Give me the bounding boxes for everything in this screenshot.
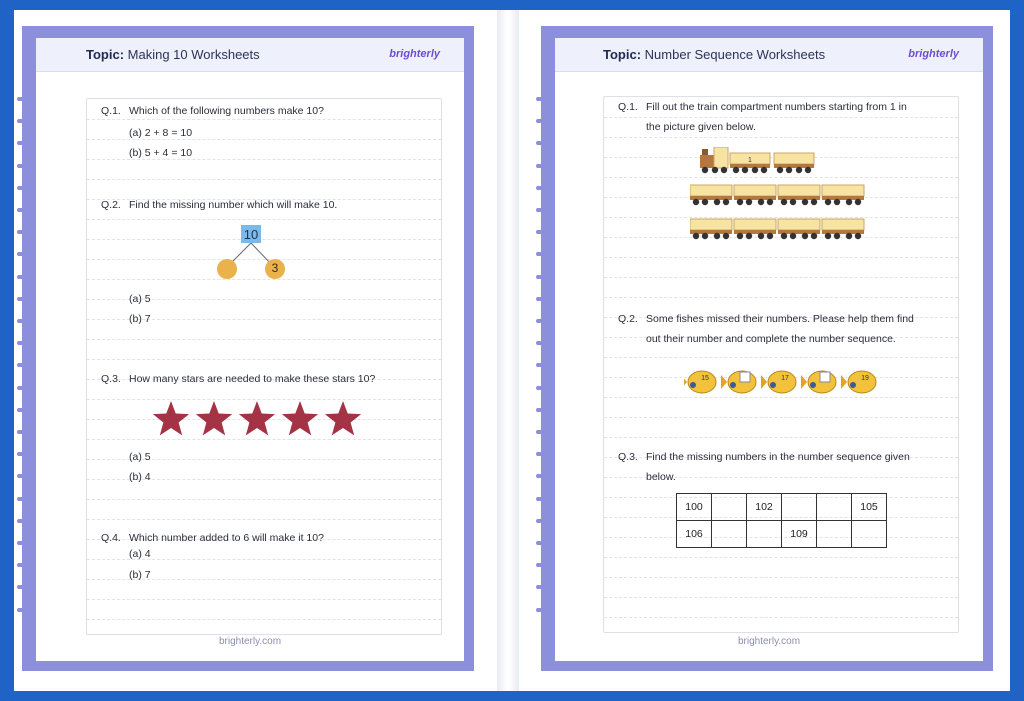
ruled-line: [604, 297, 958, 298]
worksheet-header: [555, 38, 983, 72]
wheel: [714, 233, 720, 239]
question-text: Which number added to 6 will make it 10?: [129, 532, 324, 544]
sequence-cell: 109: [782, 521, 817, 548]
question-text: How many stars are needed to make these stars 10?: [129, 373, 376, 385]
sequence-cell: 100: [677, 494, 712, 521]
worksheet-left: [22, 26, 474, 671]
train-car: [822, 219, 864, 230]
fish-eye: [690, 382, 696, 388]
wheel: [733, 167, 739, 173]
wheel: [746, 199, 752, 205]
wheel: [781, 199, 787, 205]
wheel: [714, 199, 720, 205]
star-icon: [325, 401, 361, 435]
wheel: [802, 199, 808, 205]
ruled-line: [604, 437, 958, 438]
ruled-line: [87, 599, 441, 600]
page-divider: [497, 10, 519, 691]
wheel: [855, 199, 861, 205]
wheel: [834, 199, 840, 205]
wheel: [737, 199, 743, 205]
wheel: [702, 199, 708, 205]
wheel: [761, 167, 767, 173]
wheel: [723, 233, 729, 239]
ruled-line: [87, 159, 441, 160]
train-car: [690, 219, 732, 230]
question-number: Q.1.: [618, 101, 638, 113]
wheel: [786, 167, 792, 173]
fish-tail: [801, 375, 807, 389]
star-icon: [196, 401, 232, 435]
ruled-line: [604, 577, 958, 578]
option-a: (a) 5: [129, 451, 151, 463]
option-b: (b) 5 + 4 = 10: [129, 147, 193, 159]
stars-illustration: [149, 399, 365, 439]
wheel: [752, 167, 758, 173]
question-text: Find the missing numbers in the number sequence given: [646, 451, 910, 463]
fish-tail: [841, 375, 847, 389]
ruled-line: [604, 277, 958, 278]
brighterly-logo: brighterly: [389, 48, 440, 60]
question-text-continued: the picture given below.: [646, 121, 756, 133]
option-a: (a) 4: [129, 548, 151, 560]
wheel: [834, 233, 840, 239]
wheel: [758, 233, 764, 239]
wheel: [805, 167, 811, 173]
wheel: [777, 167, 783, 173]
ruled-line: [604, 357, 958, 358]
wheel: [811, 199, 817, 205]
wheel: [825, 199, 831, 205]
wheel: [702, 233, 708, 239]
ruled-line: [604, 597, 958, 598]
fish-tail: [684, 375, 687, 389]
wheel: [855, 233, 861, 239]
fish-tail: [721, 375, 727, 389]
fish-illustration: [684, 365, 884, 399]
question-number: Q.2.: [101, 199, 121, 211]
question-text: Fill out the train compartment numbers starting from 1 in: [646, 101, 907, 113]
ruled-line: [604, 417, 958, 418]
wheel: [702, 167, 708, 173]
fish-number-blank: [820, 372, 830, 382]
sequence-cell: [817, 521, 852, 548]
ruled-line: [87, 619, 441, 620]
wheel: [781, 233, 787, 239]
brighterly-logo: brighterly: [908, 48, 959, 60]
train-car: [690, 185, 732, 196]
ruled-line: [87, 139, 441, 140]
worksheet-header: [36, 38, 464, 72]
question-text: Which of the following numbers make 10?: [129, 105, 324, 117]
option-a: (a) 2 + 8 = 10: [129, 127, 193, 139]
footer-url: brighterly.com: [737, 636, 801, 647]
sequence-cell: [747, 521, 782, 548]
wheel: [712, 167, 718, 173]
worksheet-right: [541, 26, 993, 671]
number-sequence-table: [676, 493, 887, 548]
worksheet-right-page: [555, 38, 983, 661]
wheel: [742, 167, 748, 173]
worksheet-left-page: [36, 38, 464, 661]
ruled-line: [87, 179, 441, 180]
sequence-cell: [712, 521, 747, 548]
question-number: Q.2.: [618, 313, 638, 325]
bond-empty-part: [217, 259, 237, 279]
train-car: [822, 185, 864, 196]
question-number: Q.3.: [101, 373, 121, 385]
question-text: Find the missing number which will make 10.: [129, 199, 338, 211]
star-icon: [239, 401, 275, 435]
option-b: (b) 7: [129, 313, 151, 325]
question-text-continued: out their number and complete the number sequence.: [646, 333, 896, 345]
wheel: [693, 199, 699, 205]
sequence-row: [677, 521, 887, 548]
train-car: [734, 219, 776, 230]
wheel: [846, 233, 852, 239]
ruled-line: [604, 257, 958, 258]
topic-heading: [86, 47, 260, 62]
sequence-cell: 105: [852, 494, 887, 521]
train-cab: [714, 147, 728, 168]
fish-eye: [810, 382, 816, 388]
wheel: [767, 233, 773, 239]
train-illustration: [690, 147, 870, 251]
fish-eye: [730, 382, 736, 388]
option-b: (b) 4: [129, 471, 151, 483]
train-car-number: 1: [748, 157, 752, 164]
footer-url: brighterly.com: [218, 636, 282, 647]
sequence-cell: 102: [747, 494, 782, 521]
topic-label: Topic:: [603, 47, 642, 62]
topic-label: Topic:: [86, 47, 125, 62]
question-number: Q.4.: [101, 532, 121, 544]
wheel: [737, 233, 743, 239]
train-chimney: [702, 149, 708, 155]
fish-number: 17: [781, 375, 789, 382]
wheel: [693, 233, 699, 239]
bond-whole-value: 10: [243, 227, 259, 242]
sequence-cell: 106: [677, 521, 712, 548]
question-number: Q.1.: [101, 105, 121, 117]
sequence-cell: [817, 494, 852, 521]
ruled-line: [87, 339, 441, 340]
option-b: (b) 7: [129, 569, 151, 581]
train-car: [734, 185, 776, 196]
ruled-line: [87, 359, 441, 360]
star-icon: [153, 401, 189, 435]
wheel: [811, 233, 817, 239]
question-text: Some fishes missed their numbers. Please help them find: [646, 313, 914, 325]
ruled-line: [87, 499, 441, 500]
wheel: [846, 199, 852, 205]
fish-number-blank: [740, 372, 750, 382]
ruled-line: [87, 219, 441, 220]
fish-number: 15: [701, 375, 709, 382]
train-car: [778, 219, 820, 230]
sequence-cell: [852, 521, 887, 548]
ruled-line: [87, 519, 441, 520]
wheel: [825, 233, 831, 239]
question-card: [603, 96, 959, 633]
fish-eye: [850, 382, 856, 388]
star-icon: [282, 401, 318, 435]
question-text-continued: below.: [646, 471, 676, 483]
sequence-cell: [782, 494, 817, 521]
sequence-row: [677, 494, 887, 521]
sequence-cell: [712, 494, 747, 521]
topic-title: Making 10 Worksheets: [127, 47, 260, 62]
topic-heading: [603, 47, 825, 62]
wheel: [746, 233, 752, 239]
wheel: [790, 199, 796, 205]
fish-eye: [770, 382, 776, 388]
option-a: (a) 5: [129, 293, 151, 305]
ruled-line: [604, 557, 958, 558]
train-car: [774, 153, 814, 164]
wheel: [796, 167, 802, 173]
wheel: [790, 233, 796, 239]
ruled-line: [87, 439, 441, 440]
wheel: [723, 199, 729, 205]
fish-tail: [761, 375, 767, 389]
wheel: [758, 199, 764, 205]
question-card: [86, 98, 442, 635]
question-number: Q.3.: [618, 451, 638, 463]
wheel: [802, 233, 808, 239]
train-car: [778, 185, 820, 196]
fish-number: 19: [861, 375, 869, 382]
wheel: [721, 167, 727, 173]
wheel: [767, 199, 773, 205]
ruled-line: [604, 617, 958, 618]
topic-title: Number Sequence Worksheets: [644, 47, 826, 62]
ruled-line: [604, 137, 958, 138]
bond-part-value: 3: [271, 261, 279, 275]
